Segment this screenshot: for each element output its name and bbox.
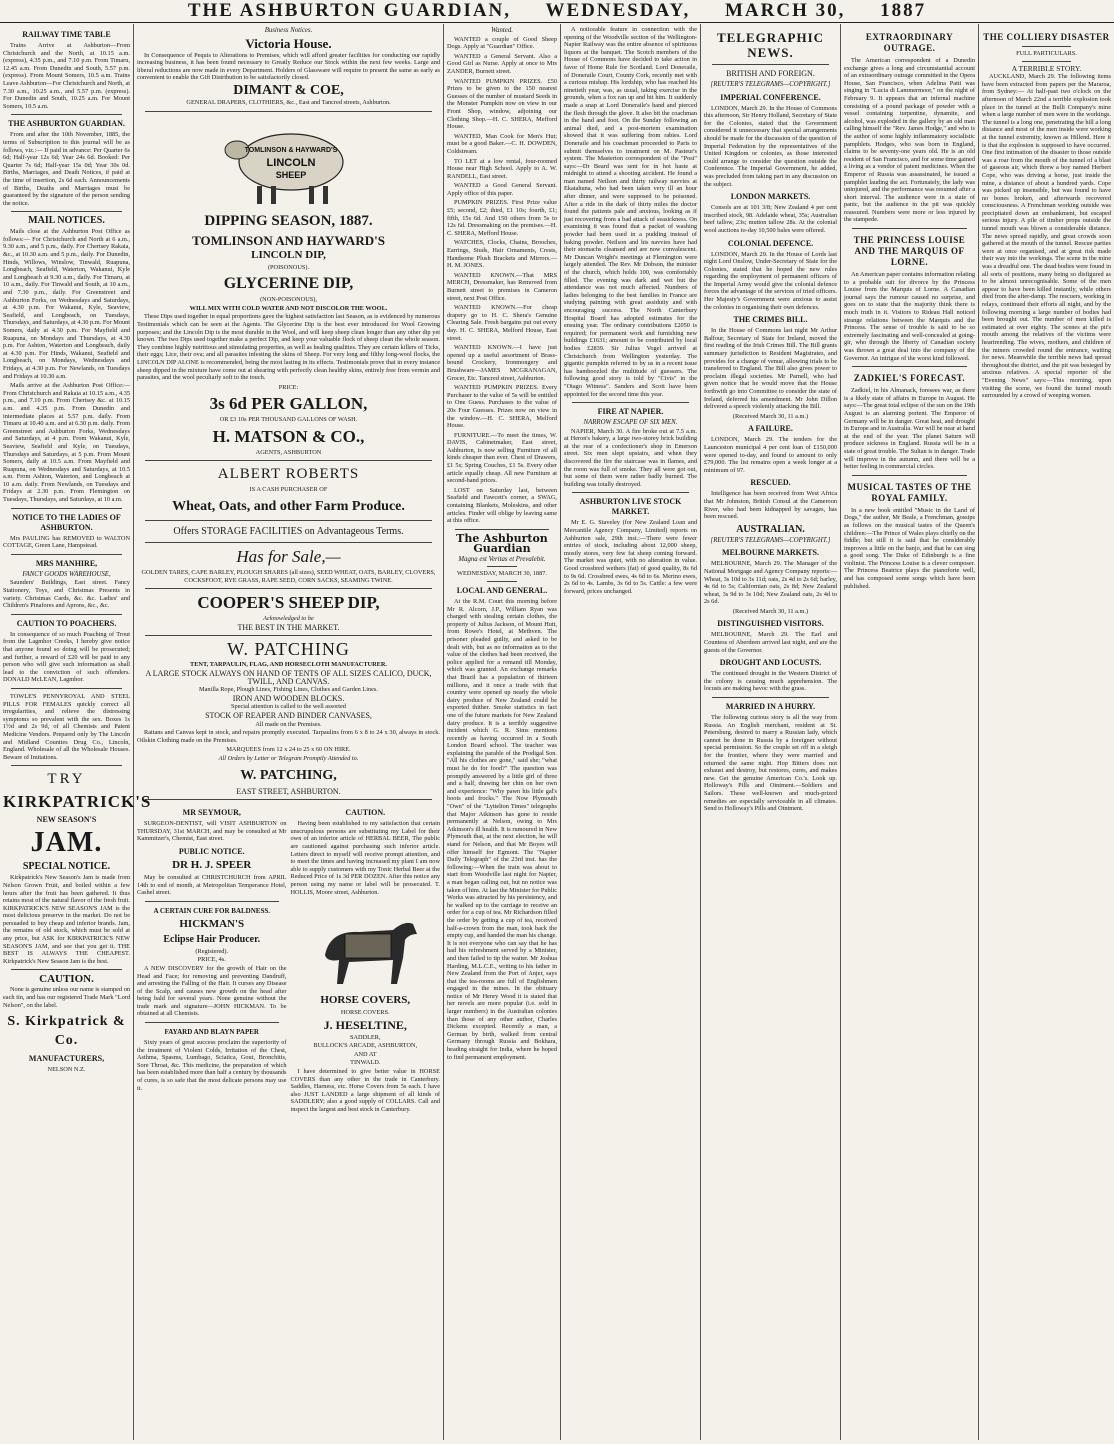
divider xyxy=(11,614,122,615)
wanted-heading: Wanted. xyxy=(491,27,513,34)
divider xyxy=(145,588,432,589)
local-general-heading: LOCAL AND GENERAL. xyxy=(456,586,548,595)
special-notice-text: Kirkpatrick's New Season's Jam is made from Nelson Grown Fruit, and boiled within a few hours after the fruit has been gathered. It thus retains most of the natural flavor of the fresh fruit. KIRKPATRICK'S NEW SEASON'S JAM is the most delicious preserve in the market. Do not be persuaded to buy cheap and inferior brands. Jam, the remains of old stock, which must be sold at any price, but ASK for KIRKPATRICK'S NEW SEASON'S JAM, and see that you get it. THE BEST IS ALWAYS THE CHEAPEST. Kirkpatrick's New Season Jam is the best. xyxy=(3,874,130,965)
coopers-best: THE BEST IN THE MARKET. xyxy=(237,622,340,632)
tomlinson-heading: TOMLINSON AND HAYWARD'S xyxy=(192,232,385,248)
dipping-season-heading: DIPPING SEASON, 1887. xyxy=(204,212,373,229)
horse-illustration xyxy=(305,900,425,990)
wanted-item: WATCHES, Clocks, Chains, Brooches, Earrings, Studs, Hair Ornaments, Crests, Handsome Plush Brackets and Mirrors.—H. M. JONES. xyxy=(447,239,557,270)
divider xyxy=(852,228,967,229)
rescued-heading: RESCUED. xyxy=(750,478,791,488)
divider xyxy=(145,460,432,461)
divider xyxy=(145,901,279,902)
victoria-house-text: In Consequence of Pequis to Alterations to Premises, which will afford greater facilities for conducting our rapidly increasing business, it has been found necessary to Greatly Reduce our Stock within the next few weeks. Large and liberal reductions are now made in every Department. Holders of Glassware will require to present the same as early as convenient to enable the Gift Distribution to be satisfactorily closed. xyxy=(137,51,440,82)
column-7 xyxy=(979,26,1114,1438)
manhire-subheading: FANCY GOODS WAREHOUSE, xyxy=(22,570,111,578)
baldness-heading: A CERTAIN CURE FOR BALDNESS. xyxy=(153,906,270,915)
jam-heading: JAM. xyxy=(30,827,103,859)
try-heading: TRY xyxy=(47,771,86,788)
british-heading: BRITISH AND FOREIGN. xyxy=(726,69,815,78)
column-6 xyxy=(841,26,978,1438)
divider xyxy=(145,542,432,543)
wanted-item: FURNITURE.—To meet the times, W. DAVIS, Cabinetmaker, East street, Ashburton, is now selling Furniture of all kinds cheaper than ever. Chest of Drawers, £1 5s; Spring Couches, £1 5s. Every other article equally cheap. All new Furniture at second-hand prices. xyxy=(447,431,557,485)
special-notice-heading: SPECIAL NOTICE. xyxy=(22,861,111,873)
patching-tents: A LARGE STOCK ALWAYS ON HAND OF TENTS OF ALL SIZES CALICO, DUCK, TWILL, AND CANVAS. xyxy=(145,669,432,686)
made-on-premises: All made on the Premises. xyxy=(255,720,322,728)
seymour-heading: MR SEYMOUR, xyxy=(182,808,241,818)
nelson-text: NELSON N.Z. xyxy=(47,1066,86,1074)
column-3 xyxy=(444,26,560,1438)
poachers-text: In consequence of so much Poaching of Trout from the Lagmhor Creeks, I hereby give notice that anyone found so doing will be prosecuted; and further, a reward of £20 will be paid to any person who will give such information as shall lead to the conviction of such offenders. DONALD McLEAN, Lagmhor. xyxy=(3,630,130,684)
herbal-caution-text: Having been established to my satisfaction that certain unscrupulous persons are substituting my Label for their own of an inferior article of HERBAL BEER, The public are cautioned against purchasing such inferior article. Letters direct to myself will receive prompt attention, and to meet the times and having increased my plant I am now able to supply customers with my Tonic Herbal Beer at the Reduced Price of 1s 3d PER DOZEN. After this notice any person using my name or label will be prosecuted. T. HOLLIS, Moore street, Ashburton. xyxy=(290,820,440,896)
herbal-caution-heading: CAUTION. xyxy=(345,808,386,818)
london-markets-text: Consols are at 101 3/8; New Zealand 4 per cent inscribed stock, 98. Adelaide wheat, 35s; Australian beef tallow, 23s; mutton tallow 28s. At the colonial wool auctions to-day 10,500 bales were offered. xyxy=(704,204,837,234)
for-sale-heading: Has for Sale,— xyxy=(236,547,341,567)
mail-heading: MAIL NOTICES. xyxy=(28,215,105,227)
wanted-item: WANTED a couple of Good Sheep Dogs. Apply at "Guardian" Office. xyxy=(447,35,557,51)
tinwald-label: TINWALD. xyxy=(350,1059,381,1067)
divider xyxy=(145,635,432,636)
musical-heading: MUSICAL TASTES OF THE ROYAL FAMILY. xyxy=(847,481,972,503)
received-note: (Received March 30, 11 a.m.) xyxy=(732,412,809,420)
divider xyxy=(145,799,432,800)
musical-text: In a new book entitled "Music in the Land of Dogs," the author, Mr Beale, a Frenchman, gossips as follows on the musical tastes of the Queen's children:—The Prince of Wales plays chiefly on the fiddle; but still it is said that he considerably improves a little on the banjo, and that he can sing a good song. The Duke of Edinburgh is a fine violinist. The Princess Louise is a clever composer. The Princess Beatrice plays the pianoforte well, and has composed some songs which have been published. xyxy=(844,506,975,590)
divider xyxy=(11,508,122,509)
heseltine-heading: J. HESELTINE, xyxy=(323,1017,407,1032)
london-markets-heading: LONDON MARKETS. xyxy=(730,192,811,202)
divider xyxy=(712,697,829,698)
divider xyxy=(852,475,967,476)
fire-text: NAPIER, March 30. A fire broke out at 7.5 a.m. at Heron's bakery, a large two-storey brick building at the rear of a confectioner's shop in Emerson street. Six men slept upstairs, and when they discovered the fire the staircase was in flames, and the room was full of smoke. They all were got out, but some of them were rather badly burned. The building was totally destroyed. xyxy=(564,427,697,488)
and-at-label: AND AT xyxy=(353,1050,377,1058)
dimant-coe-sub: GENERAL DRAPERS, CLOTHIERS, &c., East and Tancred streets, Ashburton. xyxy=(186,98,391,106)
horse-covers-sub: HORSE COVERS. xyxy=(340,1009,390,1017)
masthead-paper: THE ASHBURTON GUARDIAN, xyxy=(187,0,512,21)
masthead-day: WEDNESDAY, xyxy=(545,0,691,21)
hair-text: A NEW DISCOVERY for the growth of Hair on the Head and Face; for removing and preventing Dandruff, and arresting the Falling of the Hair. It curses any Disease of the Scalp, and causes new growth on the head after being bald for several years. None genuine without the trade mark and signature—JOHN HICKMAN. To be obtained at all Chemists. xyxy=(137,964,287,1018)
albert-roberts-heading: ALBERT ROBERTS xyxy=(217,466,360,483)
divider xyxy=(11,969,122,970)
australian-heading: AUSTRALIAN. xyxy=(736,523,805,535)
speer-heading: DR H. J. SPEER xyxy=(172,858,252,871)
guardian-nameplate: The Ashburton Guardian xyxy=(456,531,548,555)
coopers-sub: Acknowledged to be xyxy=(263,615,314,623)
poachers-heading: CAUTION TO POACHERS. xyxy=(16,618,117,628)
wanted-item: WANTED PUMPKIN PRIZES. £50 Prizes to be given to the 150 nearest Guesses of the number of mustard Seeds in the Monster Pumpkin now on view in our Front Shop, window, adjoining our Clothing Shop.—H. C. SHERA, Mefford House. xyxy=(447,77,557,131)
telegraphic-heading: TELEGRAPHIC NEWS. xyxy=(716,30,825,60)
defence-heading: COLONIAL DEFENCE. xyxy=(727,238,814,248)
wanted-item: WANTED KNOWN.—For cheap drapery go to H. C. Shera's Genuine Clearing Sale. Fresh bargains put out every day. H. C. SHERA, Melford House, East street. xyxy=(447,304,557,342)
guardian-motto: Magna est Veritas et Prevalebit. xyxy=(458,555,546,563)
outrage-heading: EXTRAORDINARY OUTRAGE. xyxy=(865,32,954,53)
albert-roberts-sub: IS A CASH PURCHASER OF xyxy=(249,486,328,494)
patching-footer: W. PATCHING, xyxy=(240,767,337,783)
reaper-canvases: STOCK OF REAPER AND BINDER CANVASES, xyxy=(205,711,372,720)
zadkiel-text: Zadkiel, in his Almanack, foresees war, as there is a likely state of affairs in Europe in August. He says:—The great total eclipse of the sun on the 19th August is an alarming portent. The Emperor of Germany will be in danger. Great heat, and drought in Europe and in Australia. War will be near at hand at the end of the year. The planet Saturn will produce sickness in England. Russia will be in a state of great trouble. The Sultan is in danger. Trade will improve in the autumn, and there will be a better feeling in commercial circles. xyxy=(844,387,975,471)
zadkiel-heading: ZADKIEL'S FORECAST. xyxy=(853,373,966,384)
wanted-item: WANTED PUMPKIN PRIZES. Every Purchaser to the value of 5s will be entitled to One Guess. Purchases to the value of 20s Four Guesses. Prizes now on view in the window.—H. C. SHERA, Melford House. xyxy=(447,384,557,430)
defence-text: LONDON, March 29. In the House of Lords last night Lord Onslow, Under-Secretary of State for the Colonies, stated that he hoped the new rules regarding the employment of permanent officers of the Imperial Army would give the colonial defence forces the advantage of the services of tried officers. Her Majesty's Government were anxious to assist the colonies in organising their own defences. xyxy=(704,250,837,311)
guardian-subs-heading: THE ASHBURTON GUARDIAN. xyxy=(8,119,125,129)
guardian-subs-text: From and after the 10th November, 1885, the terms of Subscription to this journal will be as follows, viz.:— If paid in advance: Per Quarter 6s 6d; Half-year 12s 6d; Year 24s 6d. Booked: Per Quarter 7s 6d; Half-year 15s 0d; Year 30s 0d. Births, Marriages, and Death Notices, if paid at the time of insertion, 2s 6d each. Announcements of Births, Deaths and Marriages must be guaranteed by the signature of the person sending the notice. xyxy=(3,131,130,207)
wanted-item: LOST on Saturday last, between Seafield and Fawcett's corner, a SWAG, containing Blankets, Moleskins, and other articles. Finder will oblige by leaving same at this office. xyxy=(447,486,557,525)
iron-blocks: IRON AND WOODEN BLOCKS. xyxy=(232,693,345,703)
marquees: MARQUEES from 12 x 24 to 25 x 60 ON HIRE. xyxy=(226,746,351,754)
wanted-item: TO LET at a low rental, four-roomed House near High School. Apply to A. W. RANDELL, East street. xyxy=(447,157,557,180)
seymour-text: SURGEON-DENTIST, will VISIT ASHBURTON on THURSDAY, 31st MARCH, and may be consulted at Mr Kammitzer's, Chemist, East street. xyxy=(137,820,287,843)
matson-heading: H. MATSON & CO., xyxy=(212,426,365,446)
imperial-heading: IMPERIAL CONFERENCE. xyxy=(720,92,821,102)
married-text: The following curious story is all the way from Russia. An English merchant, resident at St. Petersburg, desired to marry a Russian lady, which cannot be done in Russia by a foreigner without special permission. So the couple set off in a sleigh for the frontier, where they were married and returned the same night. Hop Bitters does not exhaust and destroy, but restores, cures, and makes new. Get the genuine American Co.'s. Look up. Holloway's Pills and Ointment.—Soldiers and Sailors. These well-known and much-prized remedies are especially serviceable in all climates. Send to Holloway's Pills and Ointment. xyxy=(704,714,837,813)
reuters-label: [REUTER'S TELEGRAMS—COPYRIGHT.] xyxy=(710,536,831,544)
column-1 xyxy=(0,26,152,1438)
colliery-text: AUCKLAND, March 29. The following items have been extracted from papers per the Mararoa, from Sydney:— At half-past two o'clock on the afternoon of March 22nd a terrible explosion took place in the tunnel at the Bulli Company's mine when a large number of men were in the workings. The tunnel is a long one, penetrating the hill a long distance and most of the men inside were working at the tunnel extremity, known as Hillend. Here it is that the explosion is supposed to have occurred. One first intimation of the disaster to those outside was a roar from the mouth of the tunnel of a blast of gaseous air, which threw a boy named Herbert Cope, who was driving a horse, just inside the mine, a distance of about a hundred yards. Cope was picked up insensible, but was found to have no bones broken, and afterwards recovered consciousness. A Frenchman working outside was precipitated down an embankment, but escaped serious injury. A pile of timber props outside the tunnel mouth was blown a considerable distance. The news spread rapidly, and great crowds soon gathered at the mouth of the tunnel. Rescue parties were at once organised, and at great risk made their way into the workings. The scene in the mine was a dreadful one. The dead bodies were found in all sorts of positions, many being so disfigured as to be almost unrecognisable. Some of the men appear to have been killed instantly, while others died from the after-damp. The rescuers, working in relays, continued their efforts all night, and by the following morning a large number of bodies had been brought out. The number of men killed is estimated at over eighty. The scenes at the pit's mouth among the relatives of the victims were heartrending. The wives, mothers, and children of the miners crowded round the entrance, waiting for news. Meanwhile the terrible news had spread throughout the district, and the pit was besieged by anxious relatives. A special reporter of the "Evening News" says:—This morning, upon visiting the scene, we found the tunnel mouth surrounded by a crowd of weeping women. xyxy=(982,73,1111,400)
fayard-heading: FAYARD AND BLAYN PAPER xyxy=(164,1028,259,1037)
princess-heading: THE PRINCESS LOUISE AND THE MARQUIS OF LORNE. xyxy=(853,235,966,268)
poisonous-label: (POISONOUS). xyxy=(267,263,310,271)
speer-text: May be consulted at CHRISTCHURCH from APRIL 14th to end of month, at Metropolitan Temperance Hotel, Cashel street. xyxy=(137,873,287,897)
failure-text: LONDON, March 29. The tenders for the Launceston municipal 4 per cent loan of £150,000 were opened to-day, and found to amount to only £79,000. The list remains open a week longer at a minimum of 97. xyxy=(704,436,837,474)
outrage-text: The American correspondent of a Dunedin exchange gives a long and circumstantial account of an extraordinary outrage committed in the Opera House, San Francisco, when Adelina Patti was singing in "Lucia di Lammermoor," on the night of February 9. It appears that an infernal machine consisting of a pound package of powder with a vessel containing turpentine, dynamite, and alcohol, was exploded in the gallery by an old man calling himself the "Rev. James Hodge," and who is the author of some highly inflammatory socialistic pamphlets. Hodges, who was born in England, claims to be seventy-one years old. He is an old resident of San Francisco, and for some time gained a living as a vendor of patent medicines. When the Emperor of Russia was assassinated, he issued a pamphlet lauding the act. Fortunately, the lady was uninjured, and the performance was resumed after a short interval. The audience were in a state of panic, but the audience in the pit was quickly reassured. Numbers were more or less injured by the stampede. xyxy=(844,57,975,224)
crimes-text: In the House of Commons last night Mr Arthur Balfour, Secretary of State for Ireland, moved the first reading of the Irish Crimes Bill. The Bill grants summary jurisdiction to Resident Magistrates, and provides for a change of venue, allowing trials to be transferred to England. The Bill also gives power to proclaim illegal societies. Mr Parnell, who had given notice that he would move that the House forthwith go into Committee to consider the state of Ireland, deferred his amendment. Mr John Dillon delivered a speech violently attacking the Bill. xyxy=(704,327,837,411)
price-heading: 3s 6d PER GALLON, xyxy=(209,394,368,414)
masthead xyxy=(0,0,1114,23)
public-notice-heading: PUBLIC NOTICE. xyxy=(178,846,245,856)
divider xyxy=(852,366,967,367)
col2-lower xyxy=(137,804,440,1115)
new-season-heading: NEW SEASON'S xyxy=(36,815,97,825)
orders-note: All Orders by Letter or Telegram Promptly Attended to. xyxy=(218,754,359,762)
manhire-text: Saunders' Buildings, East street. Fancy Stationery, Toys, and Christmas Presents in variety. Christmas Cards, &c. &c. Ladies' and Children's Pinafores and Aprons, &c., &c. xyxy=(3,579,130,610)
guardian-dateline: WEDNESDAY, MARCH 30, 1887. xyxy=(457,570,547,578)
heseltine-text: I have determined to give better value in HORSE COVERS than any other in the trade in Canterbury. Saddles, Harness, etc. Horse Covers from 5s each. I have also JUST LANDED a large shipment of all kinds of SADDLERY; also a good supply of COLLARS. Call and inspect the largest and best stock in Canterbury. xyxy=(290,1068,440,1114)
hair-price: PRICE, 4s. xyxy=(197,956,226,964)
colliery-terrible: A TERRIBLE STORY. xyxy=(1011,63,1082,73)
masthead-year: 1887 xyxy=(880,0,927,21)
local-general-text: At the R.M. Court this morning before Mr R. Alcorn, J.P., William Ryan was charged with stealing certain clothes, the property of Julius Jackson, of Mount Hutt, from Rowe's Hotel, at Methven. The prisoner pleaded guilty, and asked to be dealt with, but as no information as to the value of the clothes had been received, the police applied for a remand till Monday, which was granted. An exchange remarks that Brazil has a population of thirteen millions, and it once a trade with that country were opened up nearly the whole dairy produce of New Zealand could be exported thither. Smoke statistics in fact one of the future markets for New Zealand dairy produce. It is a terribly suggestive incident which G. R. Sims mentions recently as having occurred in a South London Board school. The teacher was explaining the parable of the Prodigal Son. "All his clothes are gone," said she; "what must he do for food?" The question was promptly answered by a little girl of three and a half, drawing her chin on her own and experience: "Why pawn his little gal's boots and frocks." The Now Plymouth "Own" of the "Lyttelton Times" telegraphs that Major Atkinson has gone to reside permanently at Nelson, owing to Mrs Atkinson's ill health. It is rumoured in New Plymouth that, at the next election, he will stand for Nelson, and that Mr Boyes will offer himself for Egmont. The "Napier Daily Telegraph" of the 23rd inst. has the following:—When the train was about to start from Woodville last night for Napier, a man began calling out, but no notice was taken of him. At last the Minister for Public Works was attracted by his persistency, and he walked up to the carriage to receive an order for a cup of tea. Mr Richardson filled the order by getting a cup of tea, received half-a-crown from the man, took back the empty cup, and handed the man his change. It is not everyone who can say that he has had his refreshment served by a Minister, and then failed to tip the waiter. Mr Joshua Harding, M.L.C.E., writing to his father in New Zealand from the Port of Anjer, says that the tea-rooms are full of Englishmen engaged in the mines. In the obituary notice of Mr Henry Wood it is stated that her novels are more popular (i.e. sold in larger numbers) in the Australian colonies than those of any other author, Charles Dickens excepted. Recently a man, a German by birth, walked from central Germany through Russia and Bokhara, heading straight for India, where he hoped to find permanent employment. xyxy=(447,598,558,1061)
fayard-text: Sixty years of great success proclaim the superiority of the treatment of Violent Colds, Irritation of the Chest, Asthma, Spasms, Lumbago, Sciatica, Gout, Bronchitis, Sore Throat, &c. This medicine, the preparation of which has been established more than half a century by thousands of cures, is so safe that the most delicate persons may use it. xyxy=(137,1039,287,1092)
col2-lower-left xyxy=(137,804,287,1115)
wanted-item: WANTED a Good General Servant. Apply office of this paper. xyxy=(447,182,557,197)
business-notices-heading: Business Notices. xyxy=(264,27,313,34)
patching-text: Rattans and Canvas kept in stock, and repairs promptly executed. Tarpaulins from 6 x 8 to 24 x 30, always in stock. Oilskin Clothing made on the Premises. xyxy=(137,729,440,744)
divider xyxy=(11,114,122,115)
ladies-heading: NOTICE TO THE LADIES OF ASHBURTON. xyxy=(12,512,121,532)
divider xyxy=(11,688,122,689)
divider xyxy=(572,492,689,493)
livestock-text: Mr E. G. Staveley (for New Zealand Loan and Mercantile Agency Company, Limited) reports on Ashburton sale, 29th inst.:—There were fewer entries of stock, including about 12,000 sheep, mostly stores, very few fat sheep coming forward. The market was quiet, with no alteration in value. Good crossbred wethers (fat) of good quality, 8s 6d to 9s 6d. Crossbred ewes, 4s 6d to 6s. Merino ewes, 2s 6d to 4s. Lambs, 3s 6d to 5s. Cattle: a few were forward, prices unchanged. xyxy=(564,519,697,595)
sheep-label-2: LINCOLN xyxy=(266,156,315,169)
for-sale-text: GOLDEN TARES, CAPE BARLEY, PLOUGH SHARES (all sizes), SEED WHEAT, OATS, BARLEY, CLOVERS, COCKSFOOT, RYE GRASS, RAPE SEED, CORN SACKS, SEAMING TWINE. xyxy=(141,569,436,584)
mix-note: WILL MIX WITH COLD WATER AND NOT DISCOLOR THE WOOL. xyxy=(189,304,388,312)
manhire-heading: MRS MANHIRE, xyxy=(35,558,98,568)
wanted-item: WANTED KNOWN.—That MRS MERCH, Dressmaker, has Removed from Burnett street to premises in Cameron street, next Post Office. xyxy=(447,271,557,302)
married-heading: MARRIED IN A HURRY. xyxy=(725,702,816,712)
divider xyxy=(455,529,549,530)
registered-label: (Registered). xyxy=(195,947,229,955)
caution-heading: CAUTION. xyxy=(39,973,94,986)
manufacturers-heading: MANUFACTURERS, xyxy=(28,1054,105,1064)
patching-items: Manilla Rope, Plough Lines, Fishing Lines, Clothes and Garden Lines. xyxy=(199,686,378,694)
east-street: EAST STREET, ASHBURTON. xyxy=(236,786,341,796)
wheat-heading: Wheat, Oats, and other Farm Produce. xyxy=(172,499,405,515)
kirkpatrick-company: S. Kirkpatrick & Co. xyxy=(7,1014,126,1049)
matson-sub: AGENTS, ASHBURTON xyxy=(255,448,322,456)
saddler-label: SADDLER, xyxy=(349,1033,381,1041)
failure-heading: A FAILURE. xyxy=(748,424,793,434)
towle-text: TOWLE'S PENNYROYAL AND STEEL PILLS FOR FEMALES quickly correct all irregularities, and relieve the distressing symptoms so prevalent with the sex. Boxes 1s 1½d and 2s 9d, of all Chemists and Patent Medicine Vendors. Prepared only by The Lincoln and Midland Counties Drug Co., Lincoln, England. Wholesale of all the Wholesale Houses. Beware of Imitations. xyxy=(3,692,130,761)
horse-covers-heading: HORSE COVERS, xyxy=(320,994,411,1007)
divider xyxy=(487,566,517,567)
visitors-heading: DISTINGUISHED VISITORS. xyxy=(717,619,824,629)
patching-sub: TENT, TARPAULIN, FLAG, AND HORSECLOTH MANUFACTURER. xyxy=(190,661,387,669)
column-4 xyxy=(561,26,700,1438)
patching-attention: Special attention is called to the well assorted xyxy=(231,703,346,711)
divider xyxy=(145,520,432,521)
divider xyxy=(11,211,122,212)
wanted-item: WANTED, Man Cook for Men's Hut; must be a good Baker.—C. H. DOWDEN, Coldstream. xyxy=(447,132,557,155)
rescued-text: Intelligence has been received from West Africa that Mr Johnston, British Consul at the Cameroon River, who had been kidnapped by savages, has been rescued. xyxy=(704,490,837,521)
colliery-full: FULL PARTICULARS. xyxy=(1016,50,1077,57)
divider xyxy=(145,1022,279,1023)
eclipse-heading: Eclipse Hair Producer. xyxy=(163,933,261,945)
dip-text: These Dips used together in equal proportions gave the highest satisfaction last Season, as is evidenced by numerous Testimonials which can be seen at the Agents. The Glycerine Dip is the best ever introduced for Wool Growing purposes; and the Lincoln Dip is the most durable in the Wool, and will keep sheep clean longer than any other dip yet known. The two Dips used together make a perfect Dip, and keep your valuable flock of sheep clean the whole season. They combine highly nutritious and stimulating properties, as well as healing qualities. They are certain killers of Ticks, their eggs; Lice, their ova; and all parasites infesting the skins of Sheep. For very long and filthy long-wool flocks, the LINCOLN DIP ALONE is recommended, being the most lasting in its effects. Testimonials prove that in every instance sheep dipped in the mixture have come out at shearing with perfectly clean healthy skins, entirely free from vermin and parasites, and the wool peculiarly soft to the touch. xyxy=(137,313,440,382)
col2-lower-right xyxy=(291,804,441,1115)
fire-heading: FIRE AT NAPIER. xyxy=(597,407,664,417)
princess-text: An American paper contains information relating to a probable suit for divorce by the Princess Louise from the Marquis of Lorne. A Canadian journal says the rumour caused no surprise, and goes on to state that the majority think there is much truth in it. Visitors to Rideau Hall noticed strange relations between the Marquis and the Princess. The sense of trouble is said to be so extremely fascinating and well-concealed at going-gir, who through the liberty of Canadian society was thrown a great deal into the company of the Governor. An intrigue of the worst kind followed. xyxy=(844,271,975,362)
masthead-date: MARCH 30, xyxy=(724,0,846,21)
news-text: A noticeable feature in connection with the opening of the Woodville section of the Wellington-Napier Railway was the entire absence of spirituous liquors at the banquet. The Scotch members of the House of Commons have decided to take action in favor of Home Rule for Scotland. Lord Doneraile, of Doneraile Court, County Cork, recently met with a curious mishap. His lordship, who has reached his ninetieth year, was, as usual, taking exercise in the grounds, when a fox ran up and bit him. It suddenly made a snap at Lord Doneraile's hand and pierced the flesh through the glove. It also bit the coachman in the hand and foot. On the Sunday following an animal died, and a post-mortem examination showed that it was suffering from rabies. Lord Doneraile and his coachman proceeded to Paris to submit themselves to treatment on M. Pasteur's system. The Masterton correspondent of the "Post" says:—Dr Beard was sent for in hot haste at midnight to attend a shooting accident. He found a man named Neilson and thirty railway navvies at Ekatahuna, who had been taken very ill an hour after dinner, and were supposed to be poisoned. After a ride in the dark of thirty miles the doctor found the patients pale and anxious, looking as if just recovering from a bad attack of seasickness. On examining it was found that a packet of washing powder had been used in a pudding instead of baking powder. Neilson and his navvies have had their stomachs cleansed and are now convalescent. Mr Duncan Wright's meetings at Flemington were largely attended. The Rev. Mr Dobson, the minister of the church, which holds 100, was comfortably filled. The evening was dark and wet but the attendance was not much affected. Numbers of ladies belonging to the best families in France are studying painting with great assiduity and with encouraging success. The North Canterbury Hospital Board has adopted estimates for the ensuing year. The ordinary contributions £2050 is required; for permanent work and furnishing new buildings £1631; amount to be contributed by local bodies £2839. Sir Julius Vogel arrived at Christchurch from Wellington yesterday. The gigantic pumpkin referred to by us in a recent issue has bamboozled the multitude of guessers. The following good story is told by "Civis" in the "Otago Witness". Sanders and Scott have been appointed for the second time this year. xyxy=(564,26,697,398)
livestock-heading: ASHBURTON LIVE STOCK MARKET. xyxy=(579,497,682,517)
mail-close-text: Mails close at the Ashburton Post Office as follows:— For Christchurch and North at 6 a.m., 9.30 a.m., and 5 p.m., daily. For Chertsey Rakaia, &c., at 10.30 a.m. and 5 p.m., daily. For Dunedin, Hinds, Willows, Winslow, Tinwald, Ruapuna, Longbeach, Seafield, Waterton, Wakanui, Kyle and Longbeach at 9.30 a.m., daily. For Timaru, at 10 a.m., daily. For Tinwald and South, at 10 a.m., and 7.30 p.m., daily. For Greenstreet and Ashburton Forks, on Wednesdays and Saturdays, at 4.30 p.m. For Wakanui, Kyle, Seaview, Seafield, and Longbeach, on Tuesdays, Thursdays, and Saturdays, at 4.30 p.m. For Mount Somers, daily at 4.30 p.m. For Mayfield and Ruapuna, on Mondays and Thursdays, at 4.30 p.m. For Ashton, Waterton and Longbeach, daily at 4.30 p.m. For Hinds, Wakanui, Seafield and Longbeach, on Mondays, Wednesdays and Fridays, at 4.30 p.m. For Newlands, on Tuesdays and Fridays at 10.30 a.m. xyxy=(3,228,130,380)
melbourne-text: MELBOURNE, March 29. The Manager of the National Mortgage and Agency Company reports:—Wheat, 3s 10d to 3s 11d; oats, 2s 4d to 2s 6d; barley, 4s 6d to 5s; Californian oats, 2s 8d; New Zealand wheat, 3s 9d to 3s 10d; New Zealand oats, 2s 4d to 2s 6d. xyxy=(704,560,837,606)
visitors-text: MELBOURNE, March 29. The Earl and Countess of Aberdeen arrived last night, and are the guests of the Governor. xyxy=(704,631,837,654)
fire-subheading: NARROW ESCAPE OF SIX MEN. xyxy=(583,419,678,427)
divider xyxy=(11,554,122,555)
sheep-label-1: TOMLINSON & HAYWARD'S xyxy=(244,146,337,154)
received-note: (Received March 30, 11 a.m.) xyxy=(732,607,809,615)
non-poisonous-label: (NON-POISONOUS), xyxy=(260,296,317,304)
divider xyxy=(145,111,432,112)
reuters-label: [REUTER'S TELEGRAMS—COPYRIGHT.] xyxy=(710,81,831,88)
drought-heading: DROUGHT AND LOCUSTS. xyxy=(719,658,822,668)
column-5 xyxy=(701,26,840,1438)
colliery-heading: THE COLLIERY DISASTER xyxy=(983,32,1110,42)
wanted-item: PUMPKIN PRIZES. First Prize value £5; second, £2; third, £1 10s; fourth, £1; fifth, 15s 6d. And 150 others from 5s to 12s 6d. Dressmaking on the premises.—H. C. SHERA, Mefford House. xyxy=(447,199,557,237)
storage-heading: Offers STORAGE FACILITIES on Advantageous Terms. xyxy=(173,526,404,538)
caution-text: None is genuine unless our name is stamped on each tin, and has our registered Trade Mark "Lord Nelson", on the label. xyxy=(3,986,130,1009)
arcade-label: BULLOCK'S ARCADE, ASHBURTON, xyxy=(313,1042,418,1050)
lincoln-dip-heading: LINCOLN DIP, xyxy=(251,248,326,261)
railway-text: Trains Arrive at Ashburton—From Christchurch and the North, at 10.15 a.m. (express), 4.35 p.m., and 7.10 p.m. From Timaru, 12.45 a.m. From Dunedin and South, 5.57 p.m. (express). From Mount Somers, 10.5 a.m. Trains Leave Ashburton—For Christchurch and North, at 7.30 a.m., 10.25 a.m., and 5.57 p.m. (express). For Dunedin and South, 10.25 a.m. For Mount Somers, 10.5 a.m. xyxy=(3,42,130,110)
wanted-item: WANTED a General Servant. Also a Good Girl as Nurse. Apply at once to Mrs ZANDER, Burnett street. xyxy=(447,52,557,75)
divider xyxy=(712,64,829,65)
mail-arrive-text: Mails arrive at the Ashburton Post Office:— From Christchurch and Rakaia at 10.15 a.m., 4.35 p.m., and 7.10 p.m. From Chertsey &c. at 10.15 a.m. and 4.35 p.m. From Dunedin and intermediate places at 5.57 p.m. daily. From Timaru at 10.40 a.m. and at 6.30 p.m. daily. From Greenstreet and Ashburton Forks, Wednesdays and Saturdays, at 4 p.m. From Wakanui, Kyle, Seaview, Seafield and Kyle, on Tuesdays, Thursdays and Saturdays, at 5 p.m. From Mount Somers, daily at 10.5 a.m. From Mayfield and Ruapuna, on Wednesdays and Saturdays, at 10.5 a.m. From Ashton, Waterton, and Longbeach at 10 a.m. daily. From Newlands, on Tuesdays and Fridays at 2.30 p.m. From Flemington on Tuesdays, Thursdays, and Saturdays, at 10 a.m. xyxy=(3,382,130,504)
divider xyxy=(11,765,122,766)
crimes-heading: THE CRIMES BILL. xyxy=(733,315,808,325)
sheep-label-3: SHEEP xyxy=(275,169,306,180)
wanted-item: WANTED KNOWN.—I have just opened up a useful assortment of Brass-bound Crockery, Ironmongery and Brushware—JAMES MCGRANAGAN, Grocer, Etc. Tancred street, Ashburton. xyxy=(447,344,557,382)
price-alt: OR £3 10s PER THOUSAND GALLONS OF WASH. xyxy=(219,416,358,424)
victoria-house-heading: Victoria House. xyxy=(245,35,332,51)
glycerine-dip-heading: GLYCERINE DIP, xyxy=(223,275,354,293)
ladies-text: Mrs PAULING has REMOVED to WALTON COTTAGE, Green Lane, Hampstead. xyxy=(3,534,130,550)
imperial-text: LONDON, March 29. In the House of Commons this afternoon, Sir Henry Holland, Secretary of State for the Colonies, stated that the Government considered it unnecessary that special arrangements should be made for the discussion of the question of Imperial Federation by the representatives of the United Kingdom or colonies, as those interested could arrange to consider the question outside the Conference. The Imperial Government, he added, was precluded from taking part in any discussion on the subject. xyxy=(704,104,837,188)
railway-heading: RAILWAY TIME TABLE xyxy=(22,30,111,39)
patching-heading: W. PATCHING xyxy=(227,639,350,660)
coopers-heading: COOPER'S SHEEP DIP, xyxy=(197,593,380,613)
melbourne-heading: MELBOURNE MARKETS. xyxy=(722,548,819,558)
divider xyxy=(487,581,517,582)
sheep-illustration xyxy=(219,116,359,208)
hickman-heading: HICKMAN'S xyxy=(179,917,245,930)
drought-text: The continued drought in the Western District of the colony is causing much apprehension. The locusts are making havoc with the grass. xyxy=(704,670,837,693)
dimant-coe-heading: DIMANT & COE, xyxy=(233,82,344,98)
divider xyxy=(1022,61,1071,62)
divider xyxy=(1022,46,1071,47)
column-2 xyxy=(134,26,443,1438)
divider xyxy=(572,402,689,403)
kirkpatrick-heading: KIRKPATRICK'S xyxy=(3,792,152,812)
price-label: PRICE: xyxy=(278,383,299,391)
